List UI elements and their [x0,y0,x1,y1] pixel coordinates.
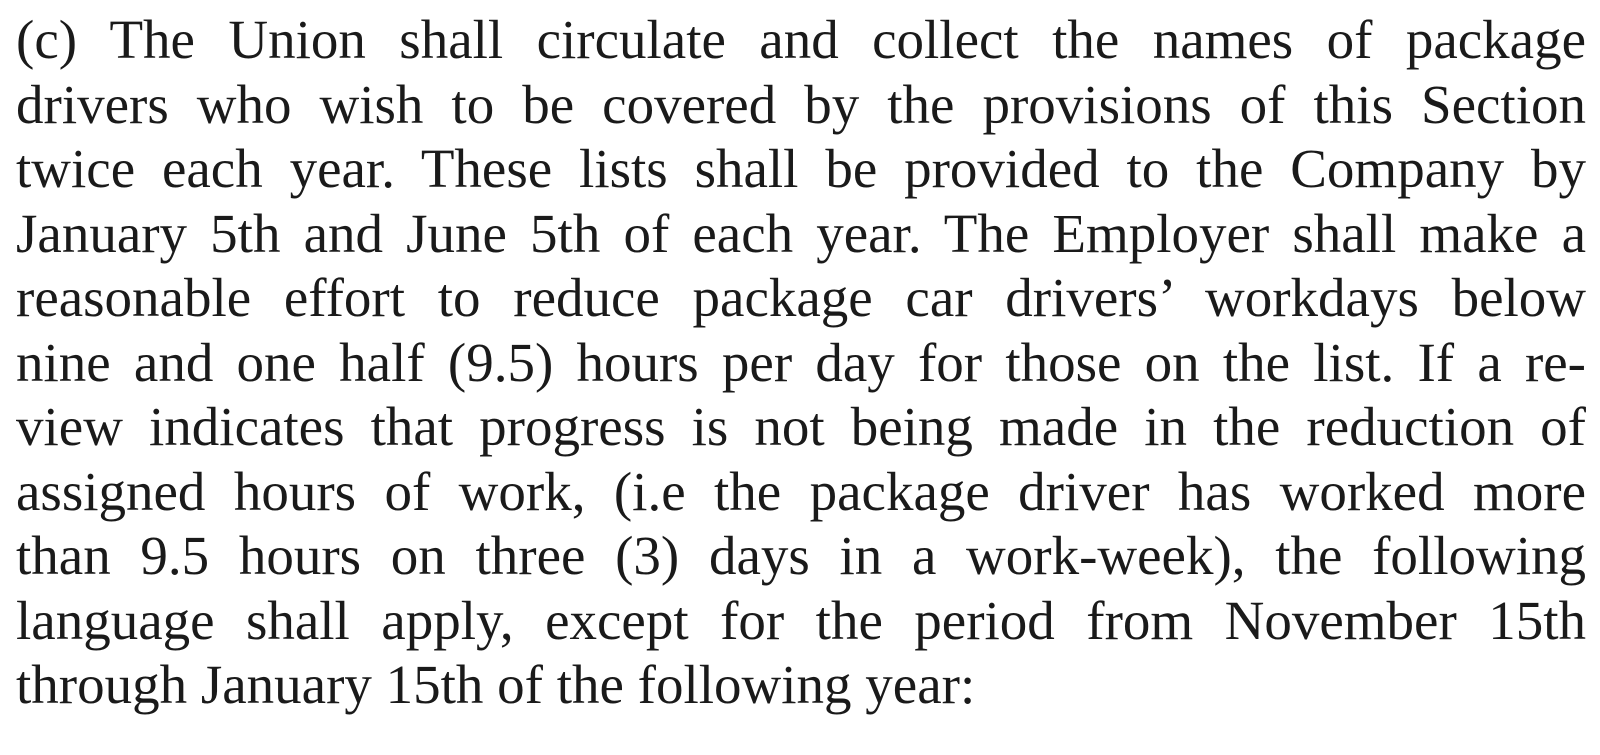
paragraph-line: twice each year. These lists shall be provided to the Company by [16,138,1586,199]
paragraph-line: reasonable effort to reduce package car drivers’ workdays below [16,267,1586,328]
paragraph-line: language shall apply, except for the period from November 15th [16,589,1586,651]
document-paragraph [16,8,1586,718]
paragraph-line: January 5th and June 5th of each year. The Employer shall make a [16,202,1586,264]
paragraph-line: than 9.5 hours on three (3) days in a work-week), the following [16,525,1586,586]
paragraph-line: assigned hours of work, (i.e the package driver has worked more [16,460,1586,522]
paragraph-line: through January 15th of the following year: [16,654,976,715]
paragraph-line: (c) The Union shall circulate and collect the names of package [16,9,1586,70]
paragraph-line: nine and one half (9.5) hours per day for those on the list. If a re- [16,331,1586,393]
paragraph-line: view indicates that progress is not being made in the reduction of [16,396,1586,457]
paragraph-line: drivers who wish to be covered by the provisions of this Section [16,73,1586,135]
